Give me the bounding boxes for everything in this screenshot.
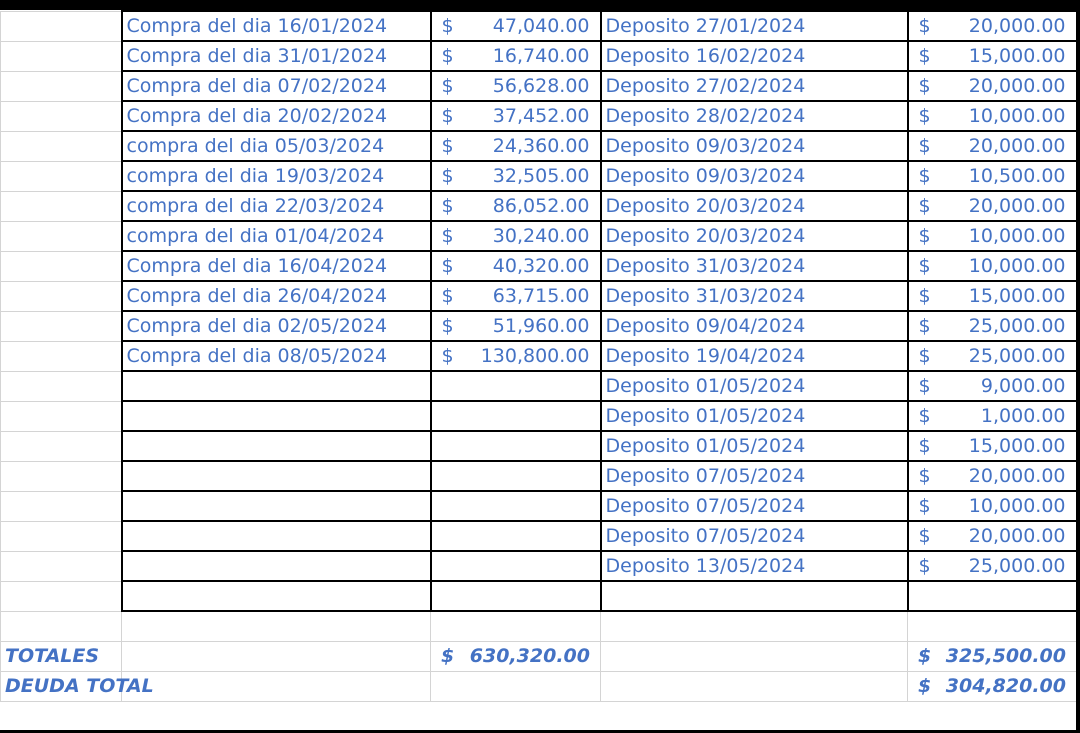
row-header-cell[interactable]: [1, 551, 122, 581]
purchase-amount[interactable]: [431, 401, 601, 431]
currency-symbol: $: [918, 165, 931, 187]
purchase-description[interactable]: Compra del dia 07/02/2024: [122, 71, 431, 101]
currency-symbol: $: [441, 165, 454, 187]
table-row: [1, 401, 1077, 431]
cell[interactable]: [431, 671, 601, 701]
currency-symbol: $: [441, 315, 454, 337]
currency-symbol: $: [918, 495, 931, 517]
deposit-description[interactable]: Deposito 27/01/2024: [601, 11, 908, 41]
cell[interactable]: [601, 671, 908, 701]
amount-value: 15,000.00: [968, 45, 1066, 67]
deposit-amount[interactable]: [908, 131, 1077, 161]
debt-label[interactable]: DEUDA TOTAL: [1, 671, 122, 701]
amount-value: 20,000.00: [968, 15, 1066, 37]
deposit-description[interactable]: Deposito 31/03/2024: [601, 251, 908, 281]
purchase-description[interactable]: [122, 401, 431, 431]
table-row: [1, 41, 1077, 71]
table-row: [1, 491, 1077, 521]
deposit-description[interactable]: Deposito 20/03/2024: [601, 221, 908, 251]
deposit-description[interactable]: Deposito 09/04/2024: [601, 311, 908, 341]
deposit-description[interactable]: Deposito 09/03/2024: [601, 161, 908, 191]
deposit-amount[interactable]: [908, 71, 1077, 101]
purchase-amount[interactable]: [431, 281, 601, 311]
purchase-description[interactable]: Compra del dia 08/05/2024: [122, 341, 431, 371]
row-header-cell[interactable]: [1, 371, 122, 401]
purchase-description[interactable]: [122, 371, 431, 401]
row-header-cell[interactable]: [1, 431, 122, 461]
amount-value: 10,500.00: [968, 165, 1066, 187]
purchase-amount[interactable]: [431, 491, 601, 521]
currency-symbol: $: [441, 225, 454, 247]
deposit-description[interactable]: Deposito 07/05/2024: [601, 491, 908, 521]
cell[interactable]: [122, 641, 431, 671]
deposit-amount[interactable]: [908, 281, 1077, 311]
table-row: [1, 221, 1077, 251]
currency-symbol: $: [918, 465, 931, 487]
purchase-description[interactable]: Compra del dia 20/02/2024: [122, 101, 431, 131]
debt-total-cell[interactable]: [908, 671, 1077, 701]
spacer-row: [1, 611, 1077, 641]
row-header-cell[interactable]: [1, 11, 122, 41]
amount-value: 15,000.00: [968, 285, 1066, 307]
purchase-amount[interactable]: [431, 461, 601, 491]
deposit-description[interactable]: Deposito 01/05/2024: [601, 431, 908, 461]
amount-value: 32,505.00: [492, 165, 590, 187]
amount-value: 16,740.00: [492, 45, 590, 67]
purchase-description[interactable]: [122, 521, 431, 551]
purchase-description[interactable]: compra del dia 22/03/2024: [122, 191, 431, 221]
currency-symbol: $: [441, 644, 455, 667]
amount-value: 25,000.00: [968, 315, 1066, 337]
purchase-amount[interactable]: [431, 41, 601, 71]
purchase-description[interactable]: Compra del dia 31/01/2024: [122, 41, 431, 71]
deposit-description[interactable]: Deposito 27/02/2024: [601, 71, 908, 101]
ledger-table: [0, 10, 1076, 702]
cell[interactable]: [1, 611, 122, 641]
row-header-cell[interactable]: [1, 461, 122, 491]
table-row: [1, 71, 1077, 101]
purchases-total-cell[interactable]: [431, 641, 601, 671]
totals-label[interactable]: TOTALES: [1, 641, 122, 671]
purchase-description[interactable]: Compra del dia 16/04/2024: [122, 251, 431, 281]
deposit-description[interactable]: Deposito 01/05/2024: [601, 401, 908, 431]
currency-symbol: $: [441, 135, 454, 157]
cell[interactable]: [601, 641, 908, 671]
currency-symbol: $: [918, 644, 932, 667]
table-row: [1, 551, 1077, 581]
currency-symbol: $: [918, 405, 931, 427]
table-row: [1, 341, 1077, 371]
purchase-amount[interactable]: [431, 371, 601, 401]
purchase-amount[interactable]: [431, 71, 601, 101]
currency-symbol: $: [918, 225, 931, 247]
amount-value: 37,452.00: [492, 105, 590, 127]
currency-symbol: $: [441, 255, 454, 277]
purchase-amount[interactable]: [431, 221, 601, 251]
table-row: [1, 161, 1077, 191]
deposit-amount[interactable]: [908, 161, 1077, 191]
currency-symbol: $: [918, 75, 931, 97]
deposit-amount[interactable]: [908, 101, 1077, 131]
totals-row: [1, 641, 1077, 671]
deposit-description[interactable]: Deposito 19/04/2024: [601, 341, 908, 371]
currency-symbol: $: [441, 15, 454, 37]
purchase-description[interactable]: compra del dia 01/04/2024: [122, 221, 431, 251]
row-header-cell[interactable]: [1, 71, 122, 101]
purchase-description[interactable]: [122, 491, 431, 521]
table-row: [1, 311, 1077, 341]
purchase-amount[interactable]: [431, 341, 601, 371]
deposit-amount[interactable]: [908, 401, 1077, 431]
row-header-cell[interactable]: [1, 491, 122, 521]
purchase-description[interactable]: Compra del dia 02/05/2024: [122, 311, 431, 341]
purchases-total: 630,320.00: [469, 644, 590, 667]
purchase-amount[interactable]: [431, 161, 601, 191]
row-header-cell[interactable]: [1, 131, 122, 161]
purchase-amount[interactable]: [431, 11, 601, 41]
purchase-description[interactable]: compra del dia 19/03/2024: [122, 161, 431, 191]
purchase-description[interactable]: [122, 551, 431, 581]
deposit-amount[interactable]: [908, 491, 1077, 521]
amount-value: 1,000.00: [980, 405, 1066, 427]
deposit-description[interactable]: Deposito 28/02/2024: [601, 101, 908, 131]
table-row: [1, 461, 1077, 491]
deposit-description[interactable]: Deposito 31/03/2024: [601, 281, 908, 311]
table-row: [1, 11, 1077, 41]
deposit-amount[interactable]: [908, 191, 1077, 221]
table-row: [1, 251, 1077, 281]
purchase-amount[interactable]: [431, 431, 601, 461]
cell[interactable]: [122, 671, 431, 701]
amount-value: 10,000.00: [968, 255, 1066, 277]
purchase-amount[interactable]: [431, 551, 601, 581]
deposit-amount[interactable]: [908, 221, 1077, 251]
amount-value: 20,000.00: [968, 465, 1066, 487]
deposit-description[interactable]: Deposito 09/03/2024: [601, 131, 908, 161]
amount-value: 15,000.00: [968, 435, 1066, 457]
currency-symbol: $: [441, 345, 454, 367]
deposit-amount[interactable]: [908, 521, 1077, 551]
purchase-amount[interactable]: [431, 101, 601, 131]
amount-value: 24,360.00: [492, 135, 590, 157]
debt-row: [1, 671, 1077, 701]
deposit-description[interactable]: Deposito 16/02/2024: [601, 41, 908, 71]
currency-symbol: $: [918, 15, 931, 37]
ledger-body: [1, 11, 1077, 701]
deposit-description[interactable]: [601, 581, 908, 611]
currency-symbol: $: [441, 105, 454, 127]
deposit-amount[interactable]: [908, 41, 1077, 71]
row-header-cell[interactable]: [1, 101, 122, 131]
row-header-cell[interactable]: [1, 41, 122, 71]
purchase-amount[interactable]: [431, 251, 601, 281]
row-header-cell[interactable]: [1, 581, 122, 611]
amount-value: 20,000.00: [968, 75, 1066, 97]
currency-symbol: $: [918, 255, 931, 277]
cell[interactable]: [601, 611, 908, 641]
table-row: [1, 281, 1077, 311]
cell[interactable]: [908, 611, 1077, 641]
row-header-cell[interactable]: [1, 341, 122, 371]
table-row: [1, 521, 1077, 551]
row-header-cell[interactable]: [1, 191, 122, 221]
row-header-cell[interactable]: [1, 311, 122, 341]
spreadsheet-sheet: [0, 10, 1076, 730]
currency-symbol: $: [918, 315, 931, 337]
purchase-description[interactable]: Compra del dia 26/04/2024: [122, 281, 431, 311]
currency-symbol: $: [918, 674, 932, 697]
currency-symbol: $: [918, 45, 931, 67]
purchase-description[interactable]: [122, 431, 431, 461]
amount-value: 20,000.00: [968, 195, 1066, 217]
currency-symbol: $: [918, 345, 931, 367]
amount-value: 30,240.00: [492, 225, 590, 247]
deposit-amount[interactable]: [908, 311, 1077, 341]
deposit-amount[interactable]: [908, 371, 1077, 401]
currency-symbol: $: [918, 135, 931, 157]
amount-value: 20,000.00: [968, 135, 1066, 157]
amount-value: 63,715.00: [492, 285, 590, 307]
currency-symbol: $: [918, 435, 931, 457]
deposit-description[interactable]: Deposito 07/05/2024: [601, 461, 908, 491]
amount-value: 40,320.00: [492, 255, 590, 277]
deposit-description[interactable]: Deposito 07/05/2024: [601, 521, 908, 551]
currency-symbol: $: [918, 195, 931, 217]
purchase-amount[interactable]: [431, 311, 601, 341]
table-row: [1, 131, 1077, 161]
purchase-description[interactable]: Compra del dia 16/01/2024: [122, 11, 431, 41]
purchase-description[interactable]: compra del dia 05/03/2024: [122, 131, 431, 161]
purchase-description[interactable]: [122, 581, 431, 611]
purchase-amount[interactable]: [431, 191, 601, 221]
amount-value: 10,000.00: [968, 105, 1066, 127]
amount-value: 51,960.00: [492, 315, 590, 337]
deposit-description[interactable]: Deposito 01/05/2024: [601, 371, 908, 401]
row-header-cell[interactable]: [1, 401, 122, 431]
table-row: [1, 191, 1077, 221]
currency-symbol: $: [918, 525, 931, 547]
currency-symbol: $: [918, 105, 931, 127]
table-row: [1, 431, 1077, 461]
currency-symbol: $: [918, 555, 931, 577]
currency-symbol: $: [918, 285, 931, 307]
deposit-amount[interactable]: [908, 461, 1077, 491]
debt-total: 304,820.00: [945, 674, 1066, 697]
row-header-cell[interactable]: [1, 221, 122, 251]
table-row: [1, 101, 1077, 131]
deposits-total: 325,500.00: [945, 644, 1066, 667]
amount-value: 56,628.00: [492, 75, 590, 97]
deposits-total-cell[interactable]: [908, 641, 1077, 671]
purchase-amount[interactable]: [431, 131, 601, 161]
amount-value: 9,000.00: [980, 375, 1066, 397]
row-header-cell[interactable]: [1, 251, 122, 281]
deposit-amount[interactable]: [908, 11, 1077, 41]
amount-value: 10,000.00: [968, 225, 1066, 247]
amount-value: 130,800.00: [480, 345, 590, 367]
deposit-amount[interactable]: [908, 251, 1077, 281]
deposit-description[interactable]: Deposito 13/05/2024: [601, 551, 908, 581]
currency-symbol: $: [441, 45, 454, 67]
deposit-amount[interactable]: [908, 581, 1077, 611]
currency-symbol: $: [441, 75, 454, 97]
deposit-amount[interactable]: [908, 341, 1077, 371]
purchase-amount[interactable]: [431, 581, 601, 611]
amount-value: 86,052.00: [492, 195, 590, 217]
row-header-cell[interactable]: [1, 281, 122, 311]
amount-value: 20,000.00: [968, 525, 1066, 547]
cell[interactable]: [431, 611, 601, 641]
currency-symbol: $: [918, 375, 931, 397]
deposit-amount[interactable]: [908, 551, 1077, 581]
amount-value: 10,000.00: [968, 495, 1066, 517]
currency-symbol: $: [441, 195, 454, 217]
table-row: [1, 371, 1077, 401]
purchase-description[interactable]: [122, 461, 431, 491]
deposit-description[interactable]: Deposito 20/03/2024: [601, 191, 908, 221]
purchase-amount[interactable]: [431, 521, 601, 551]
amount-value: 25,000.00: [968, 345, 1066, 367]
amount-value: 25,000.00: [968, 555, 1066, 577]
currency-symbol: $: [441, 285, 454, 307]
row-header-cell[interactable]: [1, 521, 122, 551]
deposit-amount[interactable]: [908, 431, 1077, 461]
cell[interactable]: [122, 611, 431, 641]
row-header-cell[interactable]: [1, 161, 122, 191]
table-row: [1, 581, 1077, 611]
amount-value: 47,040.00: [492, 15, 590, 37]
